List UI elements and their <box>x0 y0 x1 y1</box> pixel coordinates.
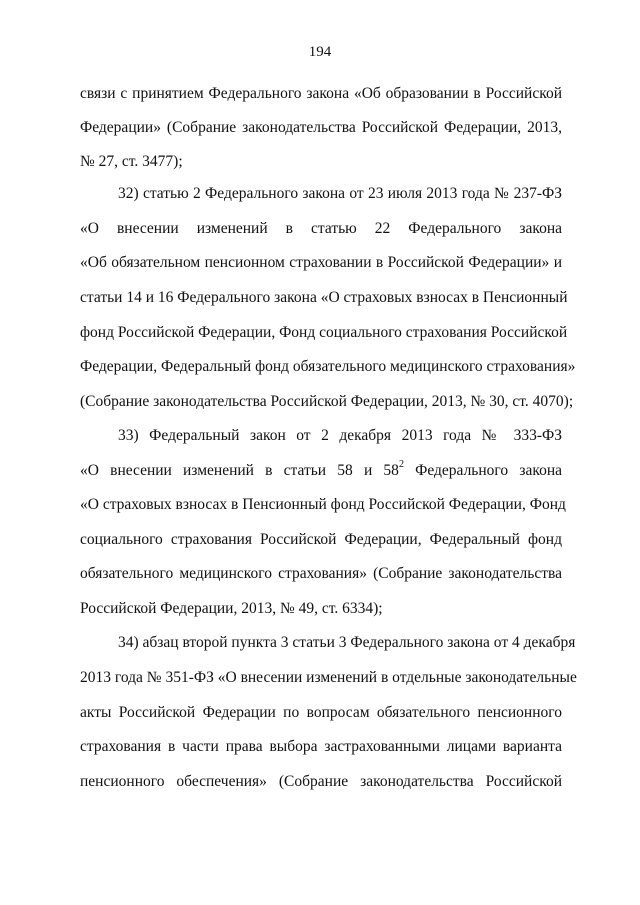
text-line: № 27, ст. 3477); <box>80 153 183 170</box>
text-line: пенсионного обеспечения» (Собрание законодательства Российской <box>80 773 562 790</box>
text-line: страхования в части права выбора застрахованными лицами варианта <box>80 738 562 755</box>
text-line: Российской Федерации, 2013, № 49, ст. 6334); <box>80 600 383 617</box>
page-number: 194 <box>308 44 332 60</box>
text-line: «Об обязательном пенсионном страховании в Российской Федерации» и <box>80 254 562 271</box>
text-line: социального страхования Российской Федерации, Федеральный фонд <box>80 531 562 548</box>
text-line: Федерации» (Собрание законодательства Российской Федерации, 2013, <box>80 119 562 136</box>
text-line: (Собрание законодательства Российской Федерации, 2013, № 30, ст. 4070); <box>80 393 574 410</box>
text-line: «О внесении изменений в статью 22 Федерального закона <box>80 220 562 237</box>
text-line: связи с принятием Федерального закона «Об образовании в Российской <box>80 85 562 102</box>
text-line: статьи 14 и 16 Федерального закона «О страховых взносах в Пенсионный <box>80 289 568 306</box>
text-line: «О страховых взносах в Пенсионный фонд Российской Федерации, Фонд <box>80 496 566 513</box>
text-line: акты Российской Федерации по вопросам обязательного пенсионного <box>80 704 562 721</box>
superscript: 2 <box>398 458 404 470</box>
text-line: обязательного медицинского страхования» (Собрание законодательства <box>80 565 562 582</box>
text-line: 2013 года № 351-ФЗ «О внесении изменений в отдельные законодательные <box>80 669 577 686</box>
text-line-part: Федерального закона <box>403 462 562 479</box>
text-line: 34) абзац второй пункта 3 статьи 3 Федерального закона от 4 декабря <box>118 634 576 651</box>
text-line: фонд Российской Федерации, Фонд социального страхования Российской <box>80 324 568 341</box>
text-line-with-superscript <box>80 458 562 481</box>
text-line: 33) Федеральный закон от 2 декабря 2013 года № 333-ФЗ <box>118 427 562 444</box>
text-line-part: «О внесении изменений в статьи 58 и 58 <box>80 462 399 479</box>
text-line: 32) статью 2 Федерального закона от 23 июля 2013 года № 237-ФЗ <box>118 185 562 202</box>
text-line: Федерации, Федеральный фонд обязательного медицинского страхования» <box>80 358 576 375</box>
